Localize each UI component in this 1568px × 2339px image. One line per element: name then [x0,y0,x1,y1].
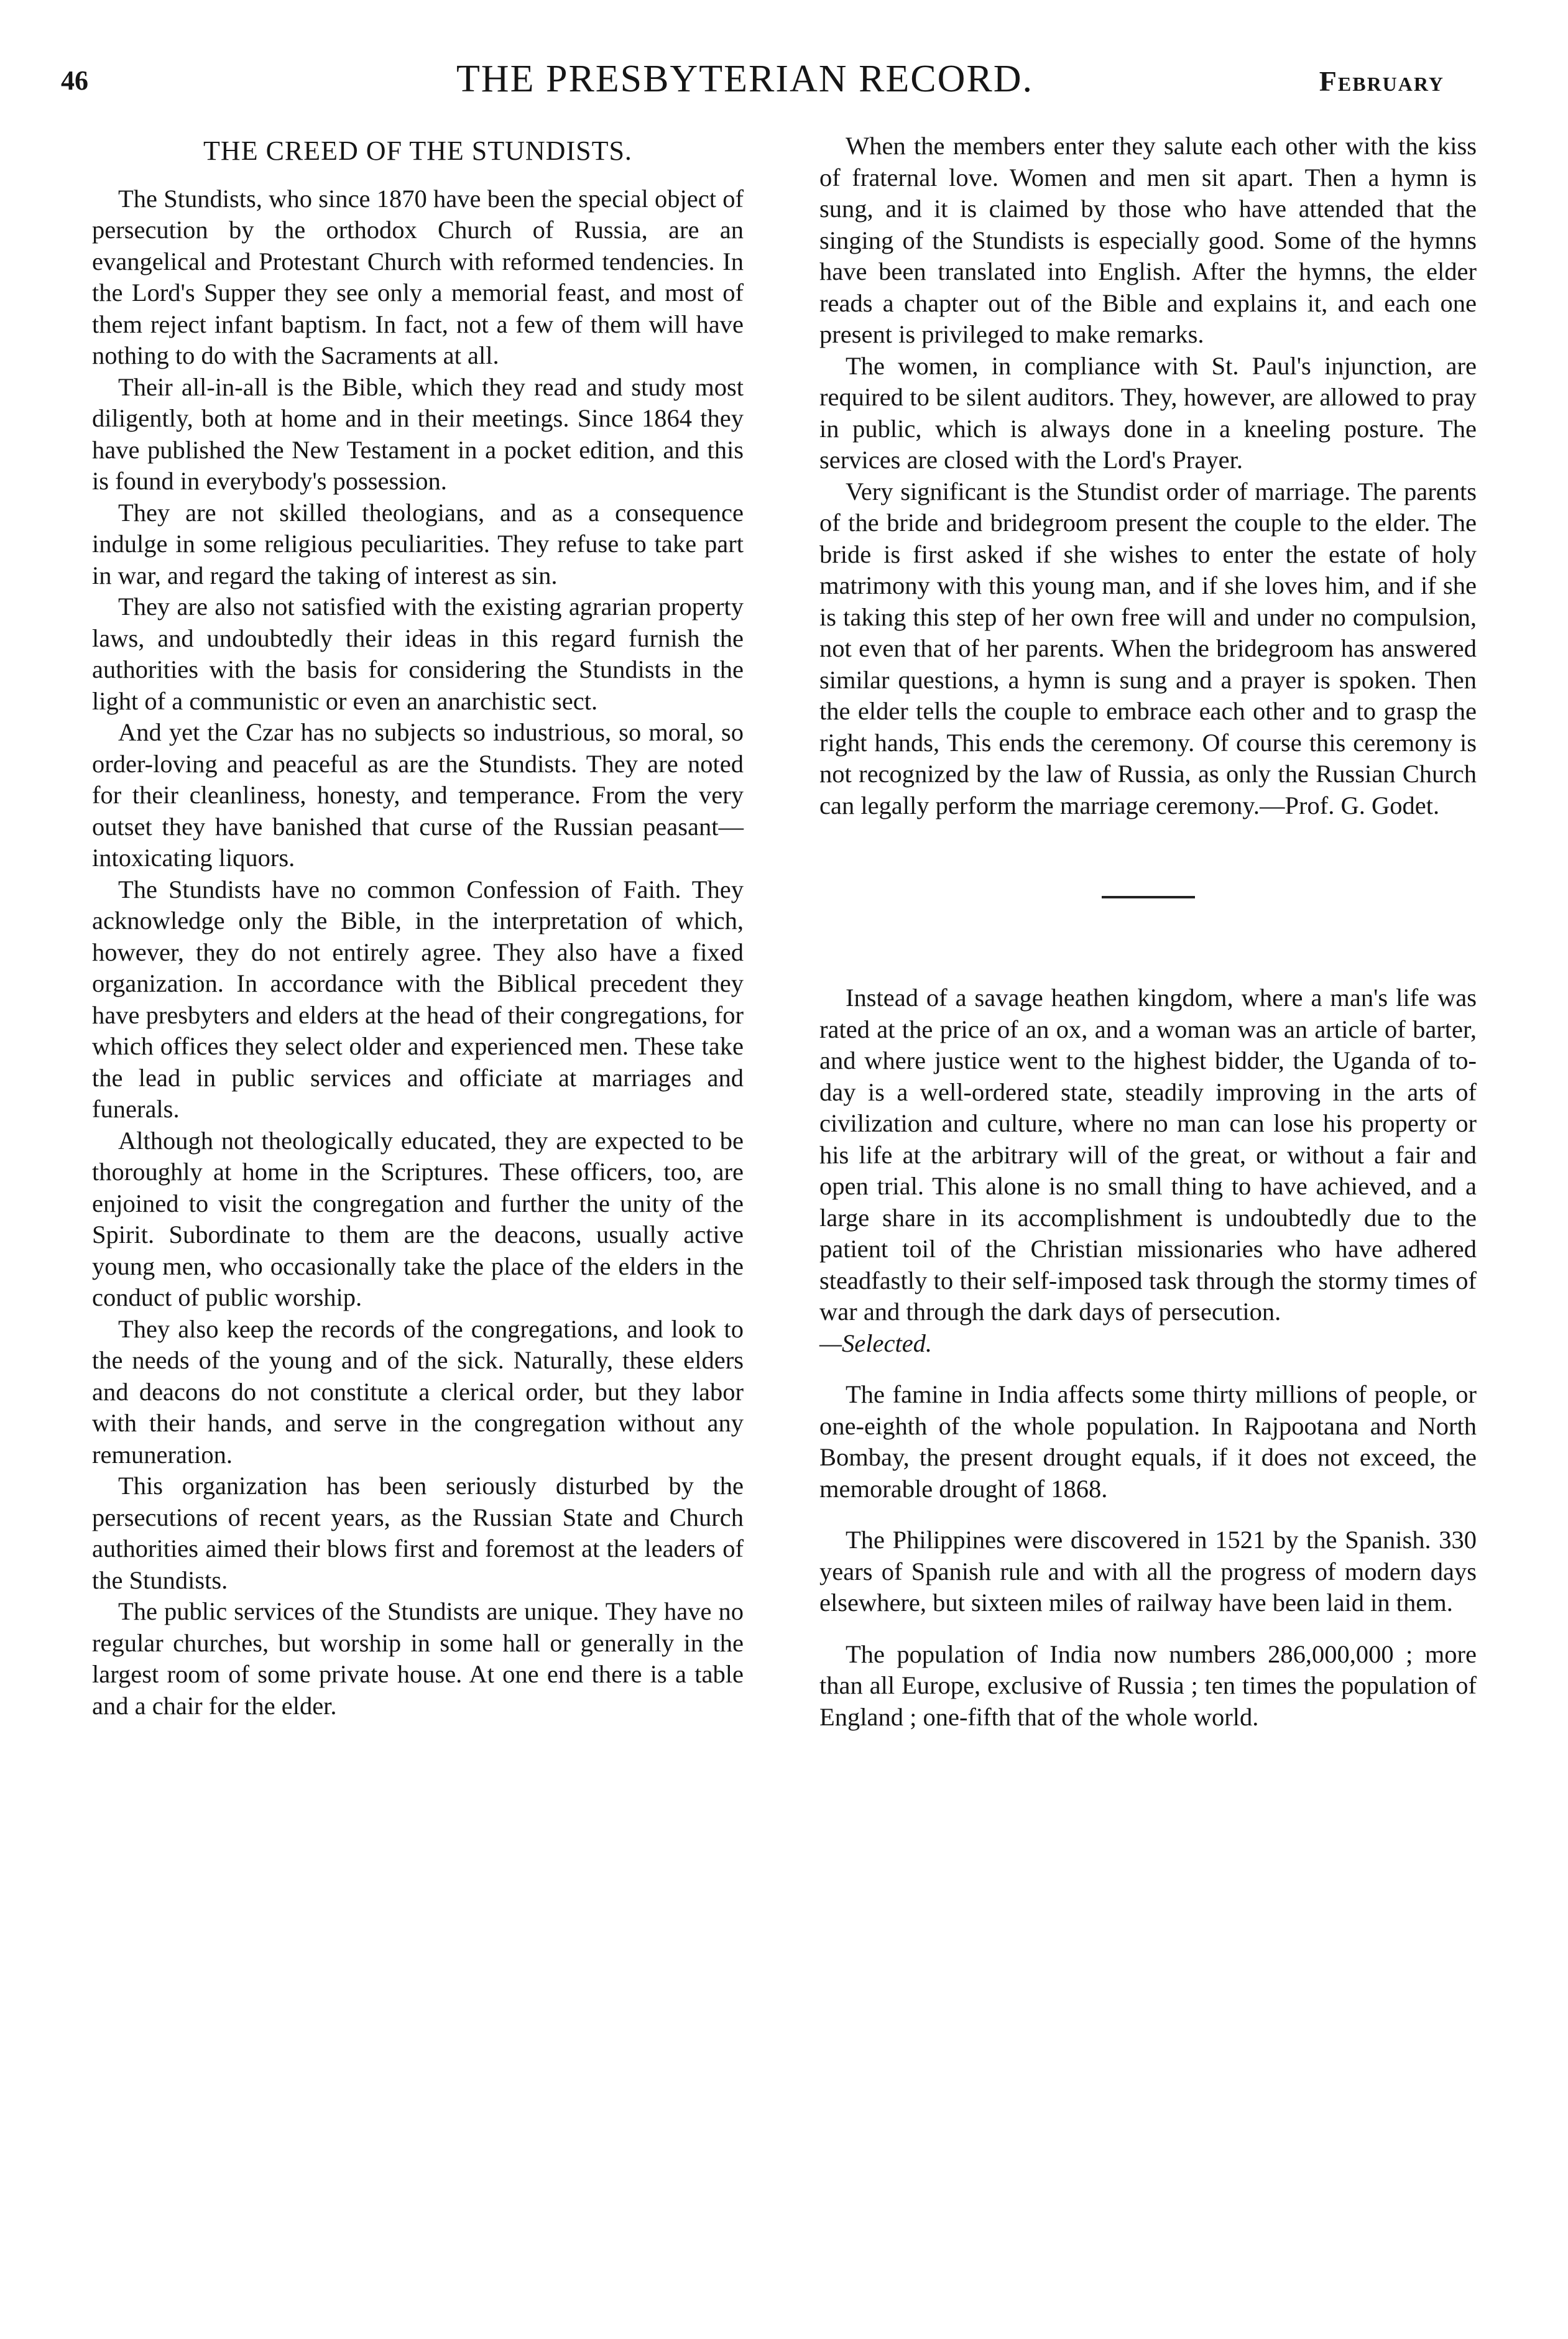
section-divider [1102,896,1195,898]
famine-paragraph: The famine in India affects some thirty millions of people, or one-eighth of the whole population. In Rajpootana and North Bombay, the present drought equals, if it does not exceed, the memorable drought of 1868. [819,1380,1477,1503]
article-paragraph: Very significant is the Stundist order of marriage. The parents of the bride and bridegroom present the couple to the elder. The bride is first asked if she wishes to enter the estate of holy matrimony with this young man, and if she loves him, and if she is taking this step of her own free will and under no compulsion, not even that of her parents. When the bridegroom has answered similar questions, a hymn is sung and a prayer is spoken. Then the elder tells the couple to embrace each other and to grasp the right hands, This ends the ceremony. Of course this ceremony is not recognized by the law of Russia, as only the Russian Church can legally perform the marriage ceremony.—Prof. G. Godet. [819,477,1477,819]
article-paragraph: The public services of the Stundists are unique. They have no regular churches, but worship in some hall or generally in the largest room of some private house. At one end there is a table and a chair for the elder. [92,1597,744,1720]
article-paragraph: They also keep the records of the congregations, and look to the needs of the young and of the sick. Naturally, these elders and deacons do not constitute a clerical order, but they labor with their hands, and serve in the congregation without any remuneration. [92,1314,744,1469]
article-paragraph: The women, in compliance with St. Paul's injunction, are required to be silent auditors. They, however, are allowed to pray in public, which is always done in a kneeling posture. The services are closed with the Lord's Prayer. [819,351,1477,474]
issue-month: February [1319,65,1444,97]
population-paragraph: The population of India now numbers 286,000,000 ; more than all Europe, exclusive of Russia ; ten times the population of England ; one-fifth that of the whole world. [819,1640,1477,1731]
article-paragraph: And yet the Czar has no subjects so industrious, so moral, so order-loving and peaceful as are the Stundists. They are noted for their cleanliness, honesty, and temperance. From the very outset they have banished that curse of the Russian peasant—intoxicating liquors. [92,718,744,872]
article-paragraph: The Stundists have no common Confession of Faith. They acknowledge only the Bible, in the interpretation of which, however, they do not entirely agree. They also have a fixed organization. In accordance with the Biblical precedent they have presbyters and elders at the head of their congregations, for which offices they select older and experienced men. These take the lead in public services and officiate at marriages and funerals. [92,875,744,1123]
philippines-paragraph: The Philippines were discovered in 1521 by the Spanish. 330 years of Spanish rule and with all the progress of modern days elsewhere, but sixteen miles of railway have been laid in them. [819,1526,1477,1617]
article-paragraph: When the members enter they salute each other with the kiss of fraternal love. Women and men sit apart. Then a hymn is sung, and it is claimed by those who have attended that the singing of the Stundists is especially good. Some of the hymns have been translated into English. After the hymns, the elder reads a chapter out of the Bible and explains it, and each one present is privileged to make remarks. [819,132,1477,348]
article-paragraph: They are not skilled theologians, and as a consequence indulge in some religious peculiarities. They refuse to take part in war, and regard the taking of interest as sin. [92,498,744,589]
page-header [61,58,1444,131]
article-title: THE CREED OF THE STUNDISTS. [203,136,632,166]
article-paragraph: Although not theologically educated, they are expected to be thoroughly at home in the Scriptures. These officers, too, are enjoined to visit the congregation and further the unity of the Spirit. Subordinate to them are the deacons, usually active young men, who occasionally take the place of the elders in the conduct of public worship. [92,1126,744,1311]
uganda-source: —Selected. [819,1329,933,1357]
article-paragraph: They are also not satisfied with the existing agrarian property laws, and undoubtedly their ideas in this regard furnish the authorities with the basis for considering the Stundists in the light of a communistic or even an anarchistic sect. [92,593,744,715]
article-paragraph: Their all-in-all is the Bible, which they read and study most diligently, both at home and in their meetings. Since 1864 they have published the New Testament in a pocket edition, and this is found in everybody's possession. [92,372,744,495]
uganda-paragraph [819,982,1477,1359]
uganda-text: Instead of a savage heathen kingdom, where a man's life was rated at the price of an ox, and a woman was an article of barter, and where justice went to the highest bidder, the Uganda of to-day is a well-ordered state, steadily improving in the arts of civilization and culture, where no man can lose his property or his life at the arbitrary will of the great, or without a fair and open trial. This alone is no small thing to have achieved, and a large share in its accomplishment is undoubtedly due to the patient toil of the Christian missionaries who have adhered steadfastly to their self-imposed task through the stormy times of war and through the dark days of persecution. [819,984,1477,1326]
article-paragraph: This organization has been seriously disturbed by the persecutions of recent years, as the Russian State and Church authorities aimed their blows first and foremost at the leaders of the Stundists. [92,1472,744,1594]
journal-title: THE PRESBYTERIAN RECORD. [456,58,1034,100]
article-paragraph: The Stundists, who since 1870 have been the special object of persecution by the orthodox Church of Russia, are an evangelical and Protestant Church with reformed tendencies. In the Lord's Supper they see only a memorial feast, and most of them reject infant baptism. In fact, not a few of them will have nothing to do with the Sacraments at all. [92,184,744,369]
left-column [92,131,744,1722]
page-number: 46 [61,65,88,96]
right-column [819,131,1477,1733]
